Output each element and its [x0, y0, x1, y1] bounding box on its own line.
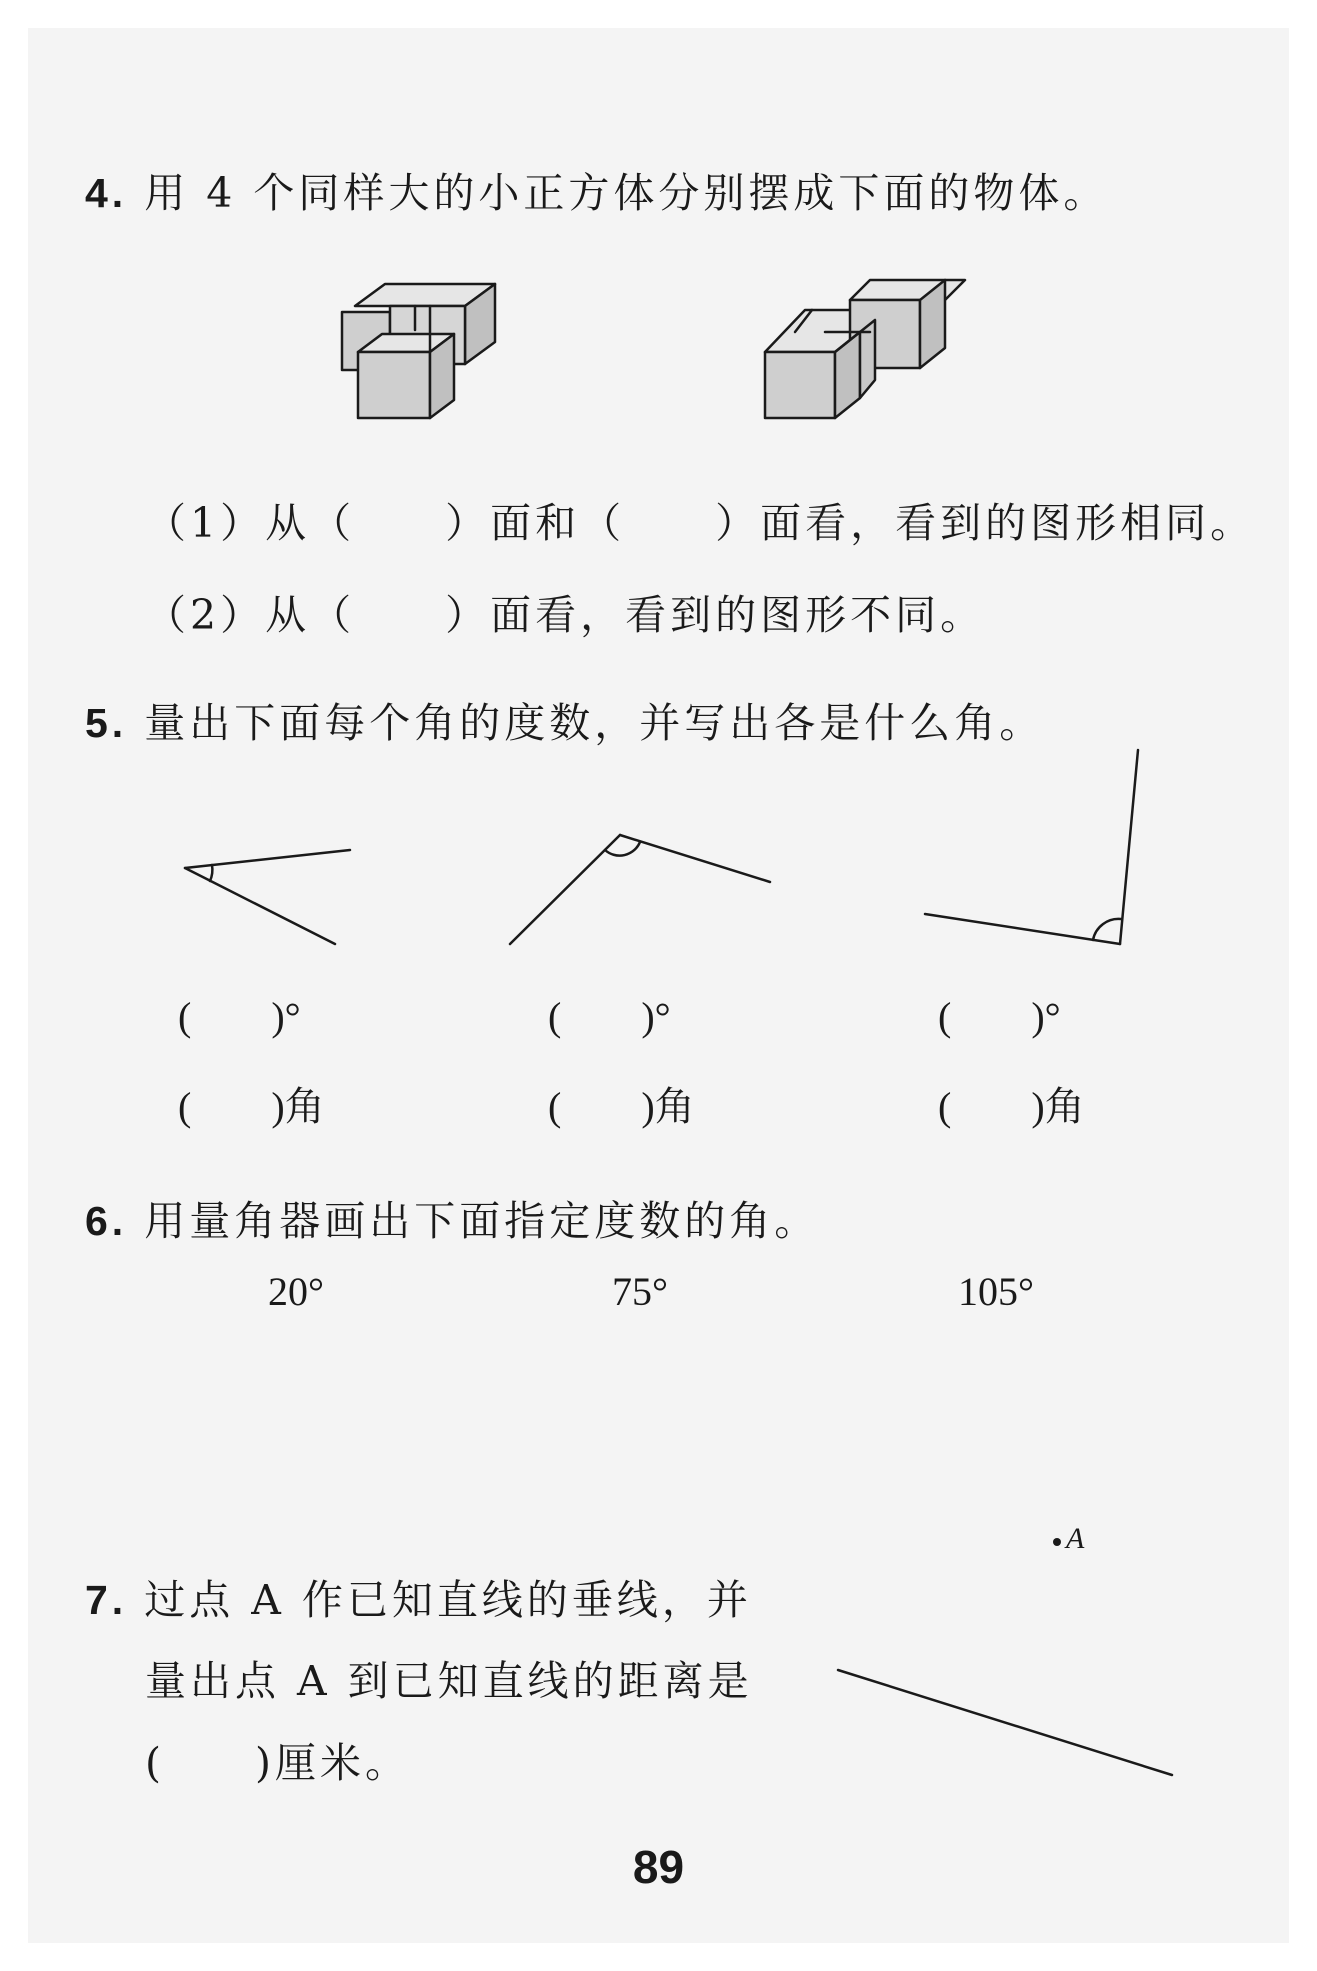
angle-1-type-blank: ( )角 [178, 1084, 325, 1129]
angle-75-label: 75° [612, 1269, 668, 1314]
question-number: 4. [85, 170, 128, 216]
angle-3-degree-blank: ( )° [938, 994, 1061, 1039]
angle-20-label: 20° [268, 1269, 324, 1314]
angle-obtuse [510, 835, 770, 944]
question-7-line-1 [85, 1567, 752, 1626]
question-6 [85, 1188, 819, 1247]
given-line [838, 1670, 1172, 1775]
angle-right [925, 750, 1138, 944]
angle-105-label: 105° [958, 1269, 1034, 1314]
question-prompt: 量出下面每个角的度数，并写出各是什么角。 [144, 699, 1045, 747]
question-prompt: 用 4 个同样大的小正方体分别摆成下面的物体。 [144, 169, 1109, 217]
question-4-sub-2: （2）从（ ）面看，看到的图形不同。 [145, 591, 986, 639]
angle-1-degree-blank: ( )° [178, 994, 301, 1039]
question-number: 6. [85, 1198, 128, 1244]
page-number: 89 [632, 1841, 685, 1893]
angle-2-degree-blank: ( )° [548, 994, 671, 1039]
question-number: 5. [85, 700, 128, 746]
question-number: 7. [85, 1577, 128, 1623]
point-a-label: A [1066, 1522, 1085, 1555]
question-7-line-3: ( )厘米。 [145, 1739, 410, 1787]
angle-acute [185, 850, 350, 944]
point-a-dot [1053, 1538, 1061, 1546]
question-4-sub-1: （1）从（ ）面和（ ）面看，看到的图形相同。 [145, 499, 1256, 547]
question-prompt: 过点 A 作已知直线的垂线，并 [144, 1576, 752, 1624]
angle-2-type-blank: ( )角 [548, 1084, 695, 1129]
perpendicular-figure [838, 1538, 1172, 1775]
question-7-line-2: 量出点 A 到已知直线的距离是 [145, 1657, 753, 1705]
question-prompt: 用量角器画出下面指定度数的角。 [144, 1197, 820, 1245]
angle-3-type-blank: ( )角 [938, 1084, 1085, 1129]
